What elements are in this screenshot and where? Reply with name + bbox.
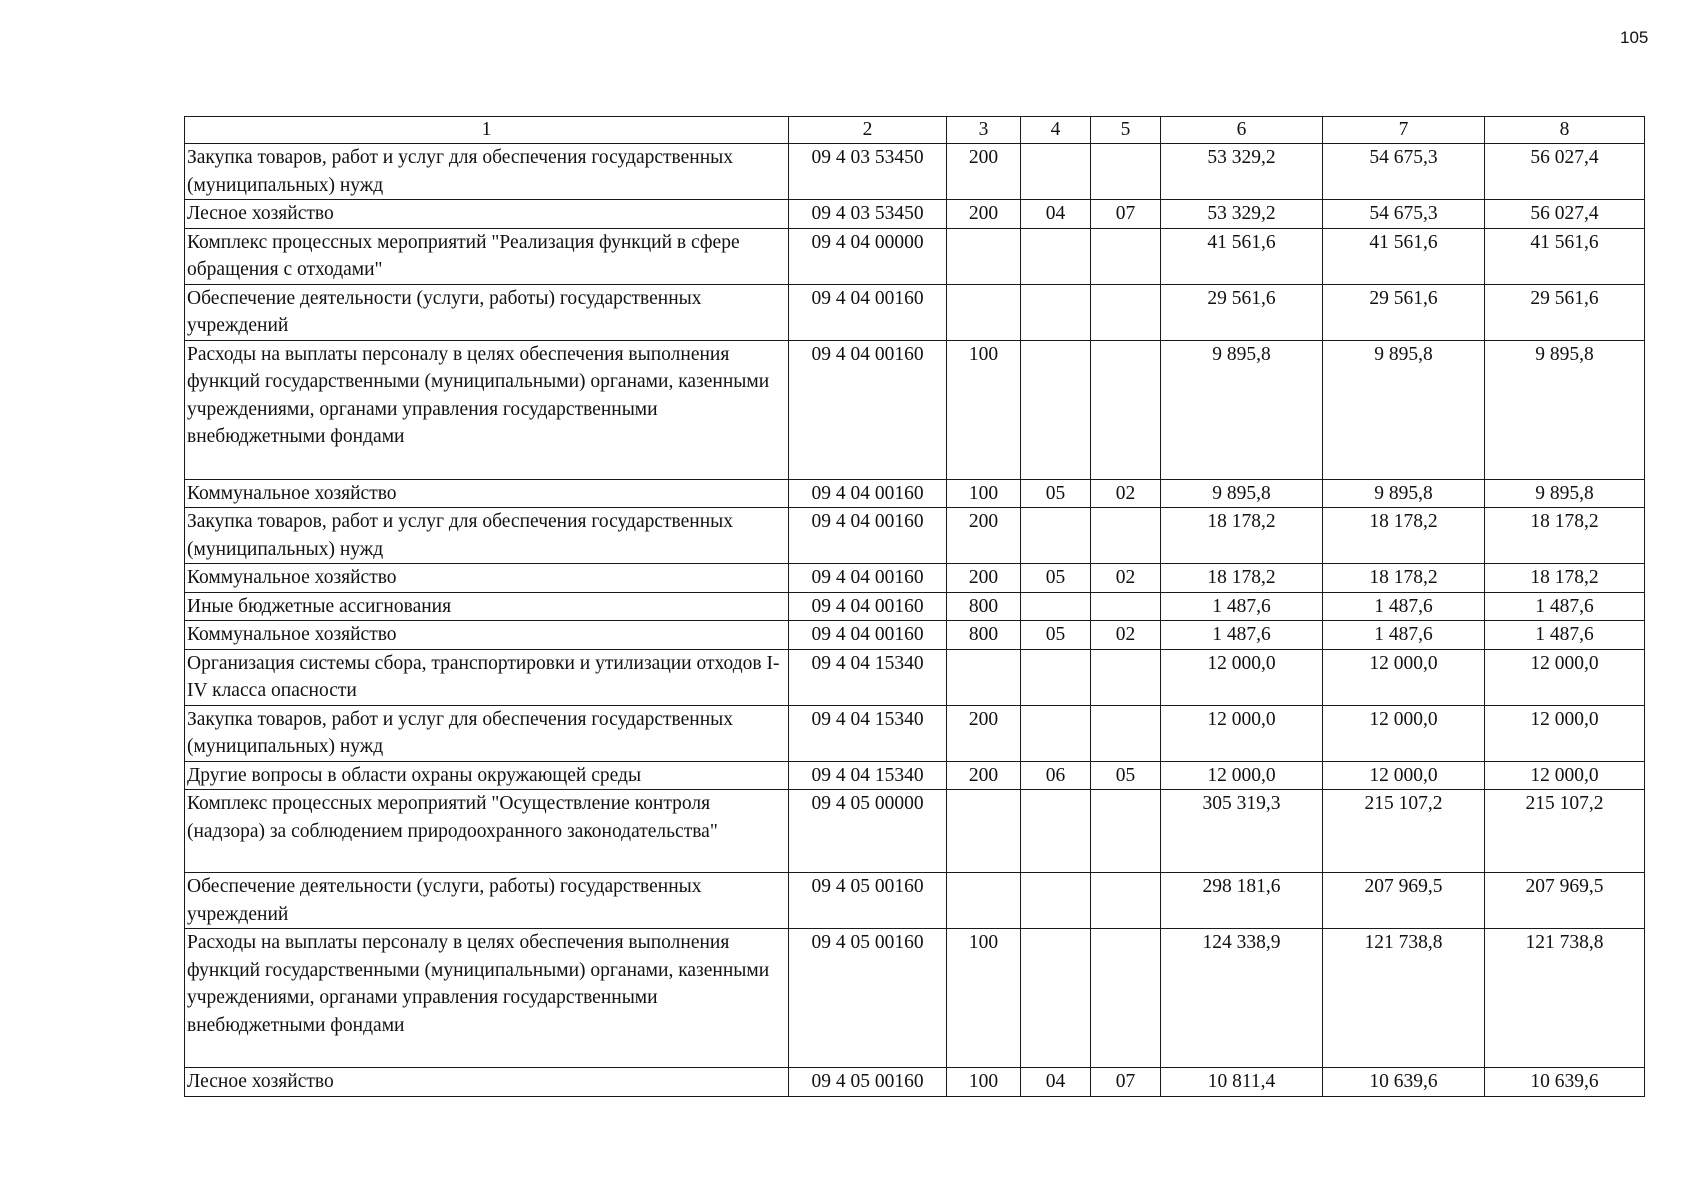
row-value-6: 298 181,6 [1161,873,1323,929]
row-col4 [1021,508,1091,564]
row-name: Закупка товаров, работ и услуг для обеспечения государственных (муниципальных) нужд [185,705,789,761]
row-name: Лесное хозяйство [185,200,789,229]
table-row [185,340,1645,479]
row-value-6: 10 811,4 [1161,1068,1323,1097]
row-name: Расходы на выплаты персоналу в целях обеспечения выполнения функций государственными (муниципальными) органами, казенными учреждениями, органами управления государственными внебюджетными фондами [185,929,789,1068]
row-value-7: 54 675,3 [1323,200,1485,229]
row-value-8: 207 969,5 [1485,873,1645,929]
row-name: Коммунальное хозяйство [185,564,789,593]
row-col4 [1021,873,1091,929]
row-col5 [1091,284,1161,340]
row-value-7: 12 000,0 [1323,705,1485,761]
row-col5: 07 [1091,1068,1161,1097]
row-value-7: 29 561,6 [1323,284,1485,340]
row-name: Другие вопросы в области охраны окружающей среды [185,761,789,790]
row-value-6: 29 561,6 [1161,284,1323,340]
row-col3: 100 [947,1068,1021,1097]
row-col5 [1091,592,1161,621]
row-col5 [1091,705,1161,761]
row-value-8: 1 487,6 [1485,592,1645,621]
row-value-8: 29 561,6 [1485,284,1645,340]
row-value-7: 215 107,2 [1323,790,1485,873]
row-name: Организация системы сбора, транспортировки и утилизации отходов I-IV класса опасности [185,649,789,705]
table-row [185,705,1645,761]
budget-table [184,116,1645,1097]
row-name: Коммунальное хозяйство [185,479,789,508]
row-code: 09 4 04 15340 [789,705,947,761]
row-col3 [947,649,1021,705]
row-code: 09 4 04 00160 [789,564,947,593]
row-value-6: 12 000,0 [1161,649,1323,705]
row-value-8: 56 027,4 [1485,144,1645,200]
row-value-7: 18 178,2 [1323,508,1485,564]
row-col4: 05 [1021,479,1091,508]
row-col3 [947,228,1021,284]
row-code: 09 4 04 15340 [789,649,947,705]
row-value-8: 12 000,0 [1485,705,1645,761]
row-code: 09 4 04 00160 [789,508,947,564]
table-row [185,761,1645,790]
row-value-8: 12 000,0 [1485,761,1645,790]
row-value-6: 12 000,0 [1161,705,1323,761]
table-row [185,621,1645,650]
header-cell-8: 8 [1485,117,1645,144]
row-col3: 200 [947,200,1021,229]
row-col3: 200 [947,508,1021,564]
row-col3: 200 [947,761,1021,790]
page-number: 105 [1620,28,1649,47]
row-col3 [947,284,1021,340]
row-name: Лесное хозяйство [185,1068,789,1097]
row-value-6: 18 178,2 [1161,508,1323,564]
row-col3: 800 [947,621,1021,650]
row-col4: 04 [1021,200,1091,229]
row-value-7: 54 675,3 [1323,144,1485,200]
row-name: Обеспечение деятельности (услуги, работы) государственных учреждений [185,873,789,929]
row-col4 [1021,649,1091,705]
row-col3 [947,790,1021,873]
row-code: 09 4 04 00160 [789,479,947,508]
header-cell-5: 5 [1091,117,1161,144]
table-row [185,228,1645,284]
row-value-7: 10 639,6 [1323,1068,1485,1097]
table-row [185,564,1645,593]
table-row [185,790,1645,873]
row-code: 09 4 05 00000 [789,790,947,873]
table-body [185,117,1645,1097]
row-value-7: 9 895,8 [1323,479,1485,508]
row-col3: 800 [947,592,1021,621]
row-value-6: 53 329,2 [1161,200,1323,229]
row-code: 09 4 04 00000 [789,228,947,284]
row-col4 [1021,592,1091,621]
row-value-6: 12 000,0 [1161,761,1323,790]
row-col4 [1021,705,1091,761]
header-cell-2: 2 [789,117,947,144]
table-row [185,929,1645,1068]
row-value-7: 9 895,8 [1323,340,1485,479]
table-row [185,1068,1645,1097]
row-col4 [1021,144,1091,200]
row-value-7: 207 969,5 [1323,873,1485,929]
table-row [185,873,1645,929]
header-cell-1: 1 [185,117,789,144]
row-col3: 200 [947,705,1021,761]
row-value-8: 12 000,0 [1485,649,1645,705]
row-col4: 04 [1021,1068,1091,1097]
row-value-8: 9 895,8 [1485,479,1645,508]
row-col4: 06 [1021,761,1091,790]
header-row [185,117,1645,144]
row-col5 [1091,649,1161,705]
row-value-6: 53 329,2 [1161,144,1323,200]
row-col4 [1021,340,1091,479]
table-row [185,508,1645,564]
header-cell-6: 6 [1161,117,1323,144]
row-col4: 05 [1021,564,1091,593]
row-col5: 02 [1091,621,1161,650]
row-col5: 02 [1091,564,1161,593]
table-row [185,144,1645,200]
row-code: 09 4 04 00160 [789,340,947,479]
row-col3: 100 [947,929,1021,1068]
row-col3: 200 [947,564,1021,593]
row-code: 09 4 05 00160 [789,929,947,1068]
row-value-8: 9 895,8 [1485,340,1645,479]
row-value-7: 1 487,6 [1323,592,1485,621]
row-col4: 05 [1021,621,1091,650]
row-name: Комплекс процессных мероприятий "Реализация функций в сфере обращения с отходами" [185,228,789,284]
row-value-7: 41 561,6 [1323,228,1485,284]
row-value-6: 305 319,3 [1161,790,1323,873]
row-name: Комплекс процессных мероприятий "Осуществление контроля (надзора) за соблюдением природоохранного законодательства" [185,790,789,873]
row-value-8: 41 561,6 [1485,228,1645,284]
row-code: 09 4 04 15340 [789,761,947,790]
row-col5 [1091,873,1161,929]
row-name: Закупка товаров, работ и услуг для обеспечения государственных (муниципальных) нужд [185,508,789,564]
row-col3: 200 [947,144,1021,200]
row-col5 [1091,228,1161,284]
row-value-8: 121 738,8 [1485,929,1645,1068]
row-value-8: 1 487,6 [1485,621,1645,650]
row-name: Расходы на выплаты персоналу в целях обеспечения выполнения функций государственными (муниципальными) органами, казенными учреждениями, органами управления государственными внебюджетными фондами [185,340,789,479]
row-col4 [1021,228,1091,284]
row-value-7: 121 738,8 [1323,929,1485,1068]
header-cell-7: 7 [1323,117,1485,144]
row-value-6: 18 178,2 [1161,564,1323,593]
row-col3: 100 [947,340,1021,479]
row-col5: 02 [1091,479,1161,508]
row-name: Иные бюджетные ассигнования [185,592,789,621]
row-value-8: 18 178,2 [1485,508,1645,564]
row-col5 [1091,790,1161,873]
row-value-8: 215 107,2 [1485,790,1645,873]
row-col4 [1021,790,1091,873]
table-row [185,200,1645,229]
table-row [185,649,1645,705]
row-value-6: 9 895,8 [1161,479,1323,508]
row-col4 [1021,929,1091,1068]
row-code: 09 4 04 00160 [789,284,947,340]
row-value-8: 56 027,4 [1485,200,1645,229]
row-value-6: 9 895,8 [1161,340,1323,479]
row-value-7: 12 000,0 [1323,649,1485,705]
row-col3 [947,873,1021,929]
table-row [185,284,1645,340]
row-col5 [1091,340,1161,479]
table-row [185,479,1645,508]
row-col5: 05 [1091,761,1161,790]
row-value-7: 12 000,0 [1323,761,1485,790]
row-code: 09 4 03 53450 [789,200,947,229]
row-name: Коммунальное хозяйство [185,621,789,650]
table-row [185,592,1645,621]
row-value-7: 1 487,6 [1323,621,1485,650]
row-col5: 07 [1091,200,1161,229]
row-value-6: 1 487,6 [1161,621,1323,650]
row-value-8: 18 178,2 [1485,564,1645,593]
row-col5 [1091,144,1161,200]
row-value-6: 124 338,9 [1161,929,1323,1068]
row-name: Закупка товаров, работ и услуг для обеспечения государственных (муниципальных) нужд [185,144,789,200]
row-name: Обеспечение деятельности (услуги, работы) государственных учреждений [185,284,789,340]
row-value-7: 18 178,2 [1323,564,1485,593]
row-col5 [1091,508,1161,564]
row-value-8: 10 639,6 [1485,1068,1645,1097]
header-cell-4: 4 [1021,117,1091,144]
row-code: 09 4 03 53450 [789,144,947,200]
row-col5 [1091,929,1161,1068]
row-code: 09 4 04 00160 [789,621,947,650]
row-code: 09 4 05 00160 [789,1068,947,1097]
row-value-6: 41 561,6 [1161,228,1323,284]
header-cell-3: 3 [947,117,1021,144]
row-col3: 100 [947,479,1021,508]
row-col4 [1021,284,1091,340]
row-code: 09 4 05 00160 [789,873,947,929]
row-code: 09 4 04 00160 [789,592,947,621]
row-value-6: 1 487,6 [1161,592,1323,621]
